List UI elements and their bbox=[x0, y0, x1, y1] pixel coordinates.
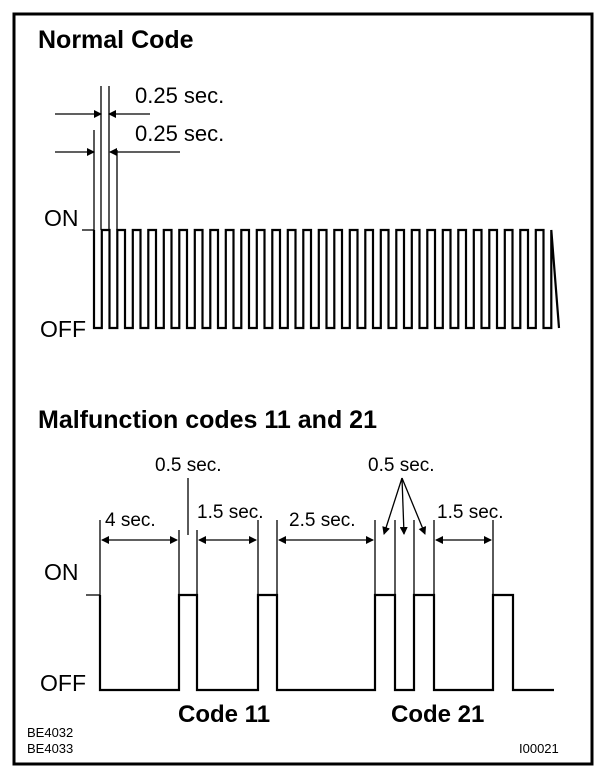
dim-bottom-label: 0.25 sec. bbox=[135, 121, 225, 146]
dim-05a-label: 0.5 sec. bbox=[155, 455, 222, 476]
normal-off-label: OFF bbox=[40, 316, 86, 342]
code-11-label: Code 11 bbox=[178, 701, 271, 728]
ref-i00021: I00021 bbox=[519, 741, 559, 756]
dim-15a-label: 1.5 sec. bbox=[197, 502, 264, 523]
dim-25sec-label: 2.5 sec. bbox=[289, 510, 356, 531]
dim-15b-label: 1.5 sec. bbox=[437, 502, 504, 523]
malfunction-code-waveform bbox=[100, 595, 554, 690]
malfunction-title: Malfunction codes 11 and 21 bbox=[38, 406, 377, 434]
normal-on-label: ON bbox=[44, 205, 79, 231]
dim-05b-label: 0.5 sec. bbox=[368, 455, 435, 476]
ref-be4032: BE4032 bbox=[27, 725, 74, 740]
ref-be4033: BE4033 bbox=[27, 741, 74, 756]
dim-05b-pointer-2 bbox=[402, 478, 404, 534]
malf-off-label: OFF bbox=[40, 670, 86, 696]
malf-on-label: ON bbox=[44, 559, 79, 585]
dim-4sec-label: 4 sec. bbox=[105, 510, 156, 531]
code-21-label: Code 21 bbox=[391, 701, 485, 728]
normal-code-waveform bbox=[94, 230, 559, 328]
normal-code-title: Normal Code bbox=[38, 26, 194, 54]
dim-top-label: 0.25 sec. bbox=[135, 83, 225, 108]
dim-05b-pointer-1 bbox=[384, 478, 402, 534]
